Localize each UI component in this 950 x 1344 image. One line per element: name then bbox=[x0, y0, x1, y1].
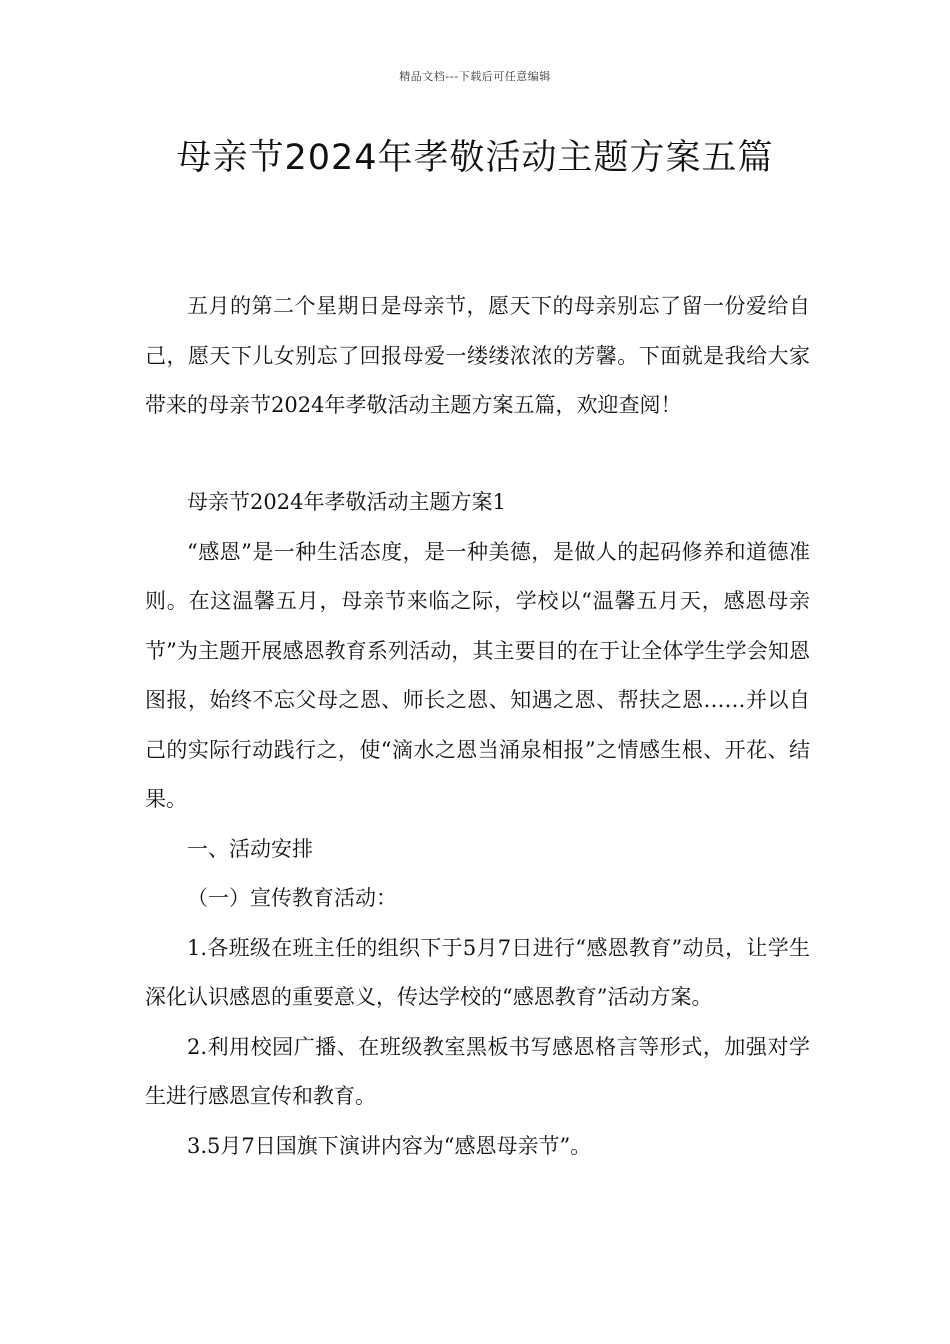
intro-paragraph: 五月的第二个星期日是母亲节，愿天下的母亲别忘了留一份爱给自己，愿天下儿女别忘了回报母爱一缕缕浓浓的芳馨。下面就是我给大家带来的母亲节2024年孝敬活动主题方案五篇，欢迎查阅！ bbox=[145, 294, 810, 417]
header-note: 精品文档---下载后可任意编辑 bbox=[399, 70, 551, 83]
list-item-2: 2.利用校园广播、在班级教室黑板书写感恩格言等形式，加强对学生进行感恩宣传和教育。 bbox=[145, 1034, 810, 1108]
section-1 bbox=[145, 478, 810, 1171]
subheading-publicity: （一）宣传教育活动： bbox=[187, 886, 397, 910]
document-title: 母亲节2024年孝敬活动主题方案五篇 bbox=[176, 138, 774, 178]
list-item-3: 3.5月7日国旗下演讲内容为“感恩母亲节”。 bbox=[187, 1133, 592, 1158]
subheading-activity-arrangement: 一、活动安排 bbox=[187, 836, 313, 861]
paragraph-gratitude: “感恩”是一种生活态度，是一种美德，是做人的起码修养和道德准则。在这温馨五月，母亲节来临之际，学校以“温馨五月天，感恩母亲节”为主题开展感恩教育系列活动，其主要目的在于让全体学生学会知恩图报，始终不忘父母之恩、师长之恩、知遇之恩、帮扶之恩……并以自己的实际行动践行之，使“滴水之恩当涌泉相报”之情感生根、开花、结果。 bbox=[145, 539, 810, 811]
section-heading: 母亲节2024年孝敬活动主题方案1 bbox=[187, 490, 506, 514]
intro-section bbox=[145, 282, 810, 431]
list-item-1: 1.各班级在班主任的组织下于5月7日进行“感恩教育”动员，让学生深化认识感恩的重要意义，传达学校的“感恩教育”活动方案。 bbox=[145, 935, 810, 1009]
